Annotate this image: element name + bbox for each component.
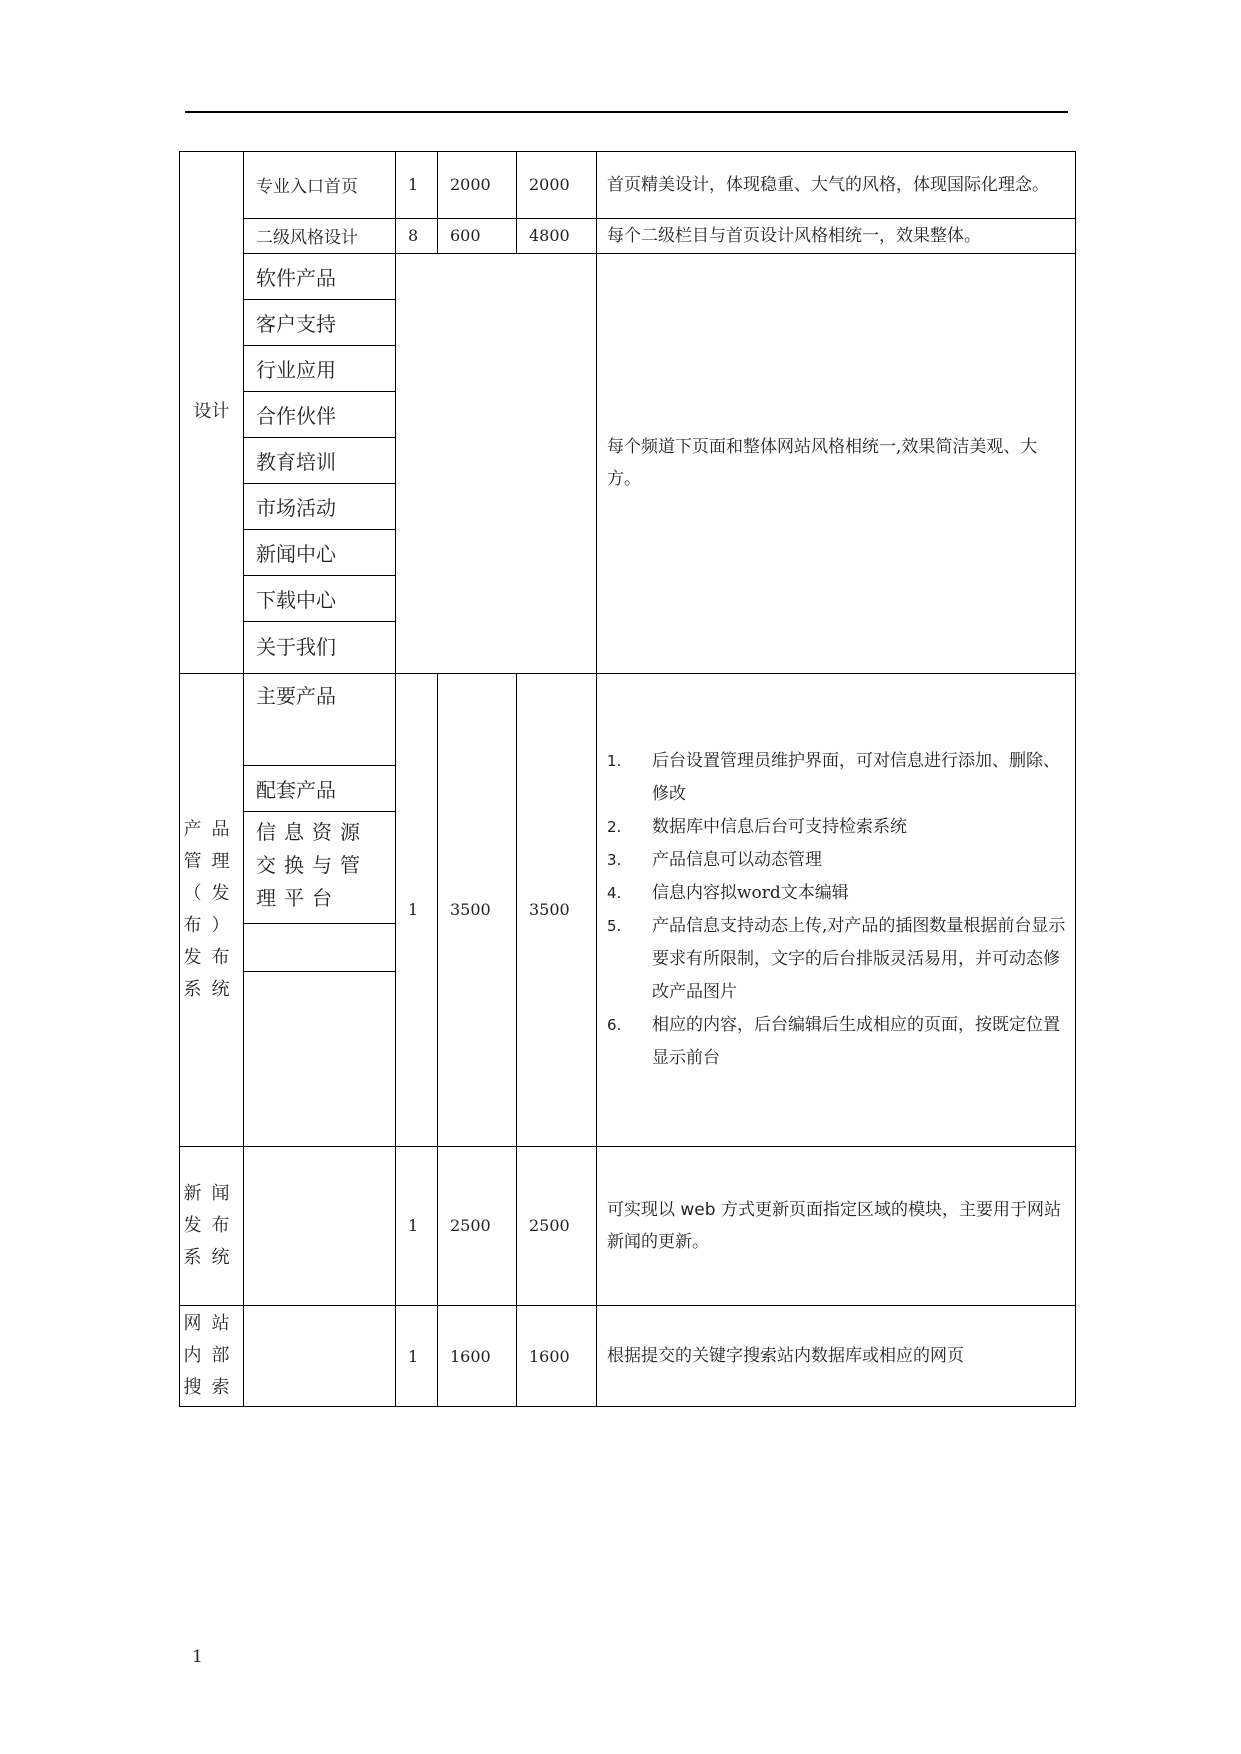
table-row: [180, 253, 1076, 673]
qty-cell: 8: [396, 218, 438, 253]
subitem-list-cell: [244, 673, 396, 1146]
category-cell: [180, 152, 244, 674]
table-row: [180, 152, 1076, 219]
subitem: 主要产品: [244, 674, 395, 766]
category-label: 网站内部搜索: [183, 1313, 240, 1399]
table-row: [180, 218, 1076, 253]
list-item: 4. 信息内容拟word文本编辑: [607, 882, 849, 903]
list-item: 6. 相应的内容，后台编辑后生成相应的页面，按既定位置显示前台: [607, 1014, 1060, 1068]
category-cell: [180, 673, 244, 1146]
category-label: 产品管理（发布）发布系统: [183, 818, 240, 1000]
total-cell: 2000: [517, 152, 597, 219]
table-row: [180, 1146, 1076, 1305]
category-label: 设计: [193, 401, 230, 423]
list-item: 2. 数据库中信息后台可支持检索系统: [607, 816, 907, 837]
list-item: 5. 产品信息支持动态上传,对产品的插图数量根据前台显示要求有所限制，文字的后台排版灵活易用，并可动态修改产品图片: [607, 915, 1066, 1002]
price-cell: 2500: [438, 1146, 517, 1305]
list-item: 3. 产品信息可以动态管理: [607, 849, 822, 870]
category-cell: [180, 1146, 244, 1305]
empty-subitem: [244, 924, 395, 972]
description-cell: 可实现以 web 方式更新页面指定区域的模块，主要用于网站新闻的更新。: [597, 1146, 1076, 1305]
description-cell: [597, 673, 1076, 1146]
header-rule: [185, 111, 1068, 113]
description-cell: 首页精美设计，体现稳重、大气的风格，体现国际化理念。: [597, 152, 1076, 219]
channel-item: 合作伙伴: [244, 392, 395, 438]
category-cell: [180, 1306, 244, 1407]
channel-item: 教育培训: [244, 438, 395, 484]
subitem: 配套产品: [244, 766, 395, 812]
empty-cell: [244, 1146, 396, 1305]
description-cell: 根据提交的关键字搜索站内数据库或相应的网页: [597, 1306, 1076, 1407]
channel-item: 客户支持: [244, 300, 395, 346]
channel-item: 市场活动: [244, 484, 395, 530]
channel-item: 新闻中心: [244, 530, 395, 576]
description-cell: 每个频道下页面和整体网站风格相统一,效果简洁美观、大方。: [597, 253, 1076, 673]
empty-cell: [396, 253, 597, 673]
qty-cell: 1: [396, 673, 438, 1146]
channel-item: 关于我们: [256, 634, 336, 659]
table-row: [180, 673, 1076, 1146]
page-number: 1: [192, 1647, 203, 1667]
item-cell: 专业入口首页: [244, 152, 396, 219]
table-row: [180, 1306, 1076, 1407]
channel-list: [244, 254, 395, 673]
empty-subitem: [244, 972, 395, 1146]
description-cell: 每个二级栏目与首页设计风格相统一，效果整体。: [597, 218, 1076, 253]
price-cell: 2000: [438, 152, 517, 219]
qty-cell: 1: [396, 1146, 438, 1305]
subitem-list: [244, 674, 395, 1146]
category-label: 新闻发布系统: [183, 1182, 240, 1268]
price-cell: 600: [438, 218, 517, 253]
qty-cell: 1: [396, 152, 438, 219]
total-cell: 3500: [517, 673, 597, 1146]
channel-list-cell: [244, 253, 396, 673]
list-item: 1. 后台设置管理员维护界面，可对信息进行添加、删除、修改: [607, 750, 1060, 804]
item-cell: 二级风格设计: [244, 218, 396, 253]
channel-item: 下载中心: [244, 576, 395, 622]
total-cell: 4800: [517, 218, 597, 253]
total-cell: 1600: [517, 1306, 597, 1407]
price-cell: 3500: [438, 673, 517, 1146]
total-cell: 2500: [517, 1146, 597, 1305]
subitem: 信息资源交换与管理平台: [244, 812, 395, 924]
feature-list: [607, 745, 1067, 1075]
quote-table: [179, 151, 1076, 1407]
empty-cell: [244, 1306, 396, 1407]
qty-cell: 1: [396, 1306, 438, 1407]
channel-item: 行业应用: [244, 346, 395, 392]
price-cell: 1600: [438, 1306, 517, 1407]
channel-item: 软件产品: [244, 254, 395, 300]
